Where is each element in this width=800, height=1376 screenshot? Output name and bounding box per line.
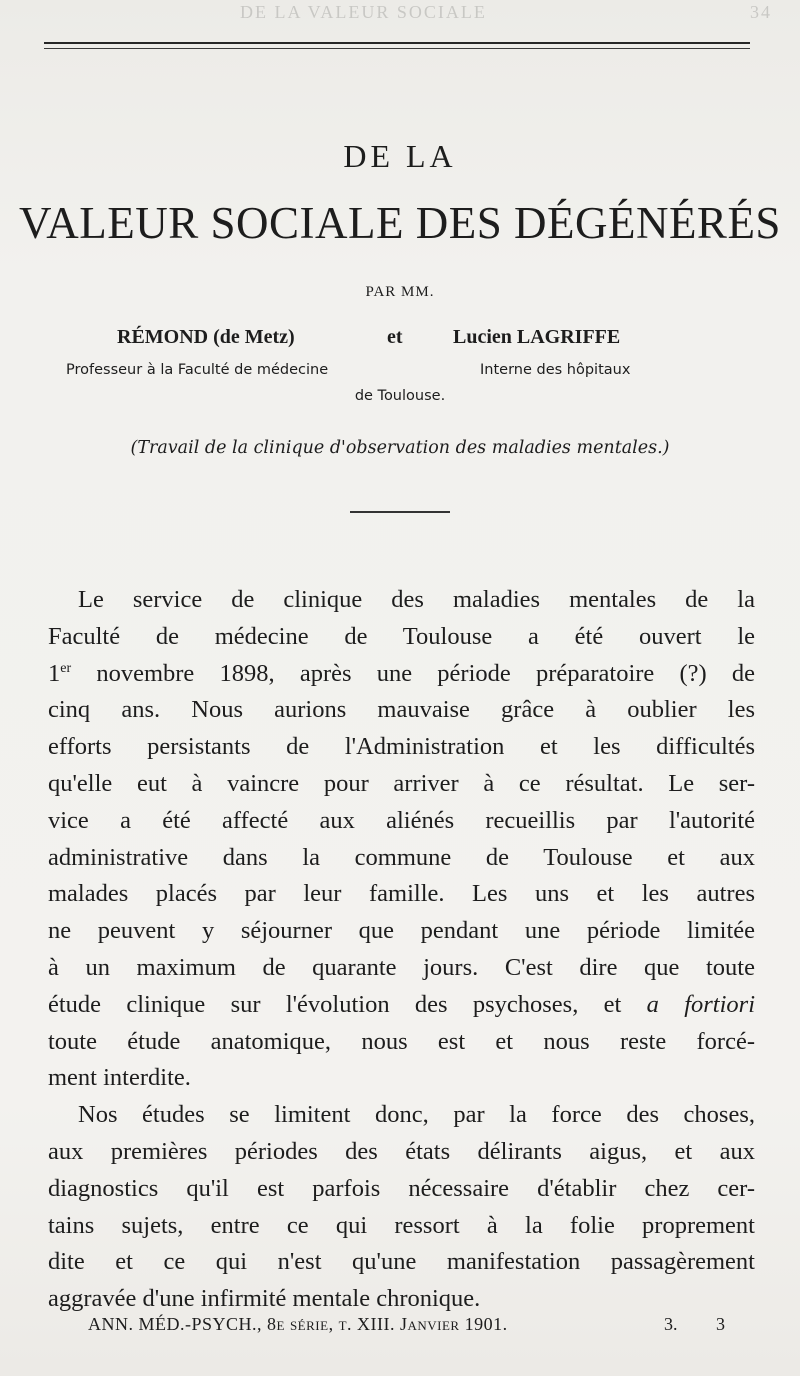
body-line: Nos études se limitent donc, par la force des choses, bbox=[78, 1101, 755, 1129]
body-line: toute étude anatomique, nous est et nous reste forcé- bbox=[48, 1027, 755, 1055]
body-line: malades placés par leur famille. Les uns et les autres bbox=[48, 880, 755, 908]
body-line: aux premières périodes des états délirants aigus, et aux bbox=[48, 1137, 755, 1165]
clinic-note bbox=[0, 438, 800, 458]
affiliation-1: Professeur à la Faculté de médecine bbox=[66, 362, 329, 378]
body-line: Faculté de médecine de Toulouse a été ouvert le bbox=[48, 622, 755, 650]
title-line-2: VALEUR SOCIALE DES DÉGÉNÉRÉS bbox=[19, 198, 781, 248]
bleed-through-running-head bbox=[240, 2, 780, 24]
author-conjunction: et bbox=[387, 326, 403, 348]
byline-par: PAR MM. bbox=[365, 284, 435, 300]
body-line: tains sujets, entre ce qui ressort à la folie proprement bbox=[48, 1211, 755, 1239]
signature-number: 3 bbox=[716, 1314, 725, 1334]
section-rule bbox=[350, 511, 450, 513]
body-line: dite et ce qui n'est qu'une manifestation passagèrement bbox=[48, 1248, 755, 1276]
body-line: efforts persistants de l'Administration et les difficultés bbox=[48, 733, 755, 761]
body-line: ne peuvent y séjourner que pendant une période limitée bbox=[48, 917, 755, 945]
body-line: diagnostics qu'il est parfois nécessaire d'établir chez cer- bbox=[48, 1174, 755, 1202]
body-line bbox=[48, 656, 755, 693]
body-line-text: étude clinique sur l'évolution des psychoses, et bbox=[48, 990, 622, 1018]
body-line: qu'elle eut à vaincre pour arriver à ce résultat. Le ser- bbox=[48, 769, 755, 797]
body-line: ment interdite. bbox=[48, 1064, 191, 1092]
body-line: vice a été affecté aux aliénés recueillis par l'autorité bbox=[48, 806, 755, 834]
body-line: Le service de clinique des maladies mentales de la bbox=[78, 586, 755, 613]
affiliation-city: de Toulouse. bbox=[354, 388, 446, 404]
ghost-head-text: DE LA VALEUR SOCIALE bbox=[240, 2, 487, 22]
header-rule-thin bbox=[44, 48, 750, 49]
body-line: administrative dans la commune de Toulouse et aux bbox=[48, 843, 755, 871]
ghost-page-number: 34 bbox=[750, 2, 772, 22]
body-line: à un maximum de quarante jours. C'est dire que toute bbox=[48, 953, 755, 981]
affiliation-2: Interne des hôpitaux bbox=[480, 362, 631, 378]
header-rule bbox=[44, 42, 750, 44]
body-line-text: novembre 1898, après une période préparatoire (?) de bbox=[96, 659, 755, 687]
title-line-1: DE LA bbox=[343, 138, 457, 174]
signature-mark: 3. bbox=[664, 1314, 678, 1334]
body-line bbox=[48, 987, 755, 1024]
date-number: 1 bbox=[48, 659, 61, 687]
author-2: Lucien LAGRIFFE bbox=[453, 326, 621, 348]
italic-phrase: a fortiori bbox=[646, 990, 756, 1018]
date-superscript: er bbox=[60, 660, 72, 676]
clinic-note-text: (Travail de la clinique d'observation des maladies mentales.) bbox=[130, 438, 670, 458]
article-body bbox=[48, 582, 755, 1318]
author-1: RÉMOND (de Metz) bbox=[117, 326, 295, 348]
body-line: cinq ans. Nous aurions mauvaise grâce à oublier les bbox=[48, 696, 755, 724]
body-line: aggravée d'une infirmité mentale chronique. bbox=[48, 1285, 481, 1313]
journal-reference: ANN. MÉD.-PSYCH., 8e série, t. XIII. Janvier 1901. bbox=[88, 1314, 508, 1334]
